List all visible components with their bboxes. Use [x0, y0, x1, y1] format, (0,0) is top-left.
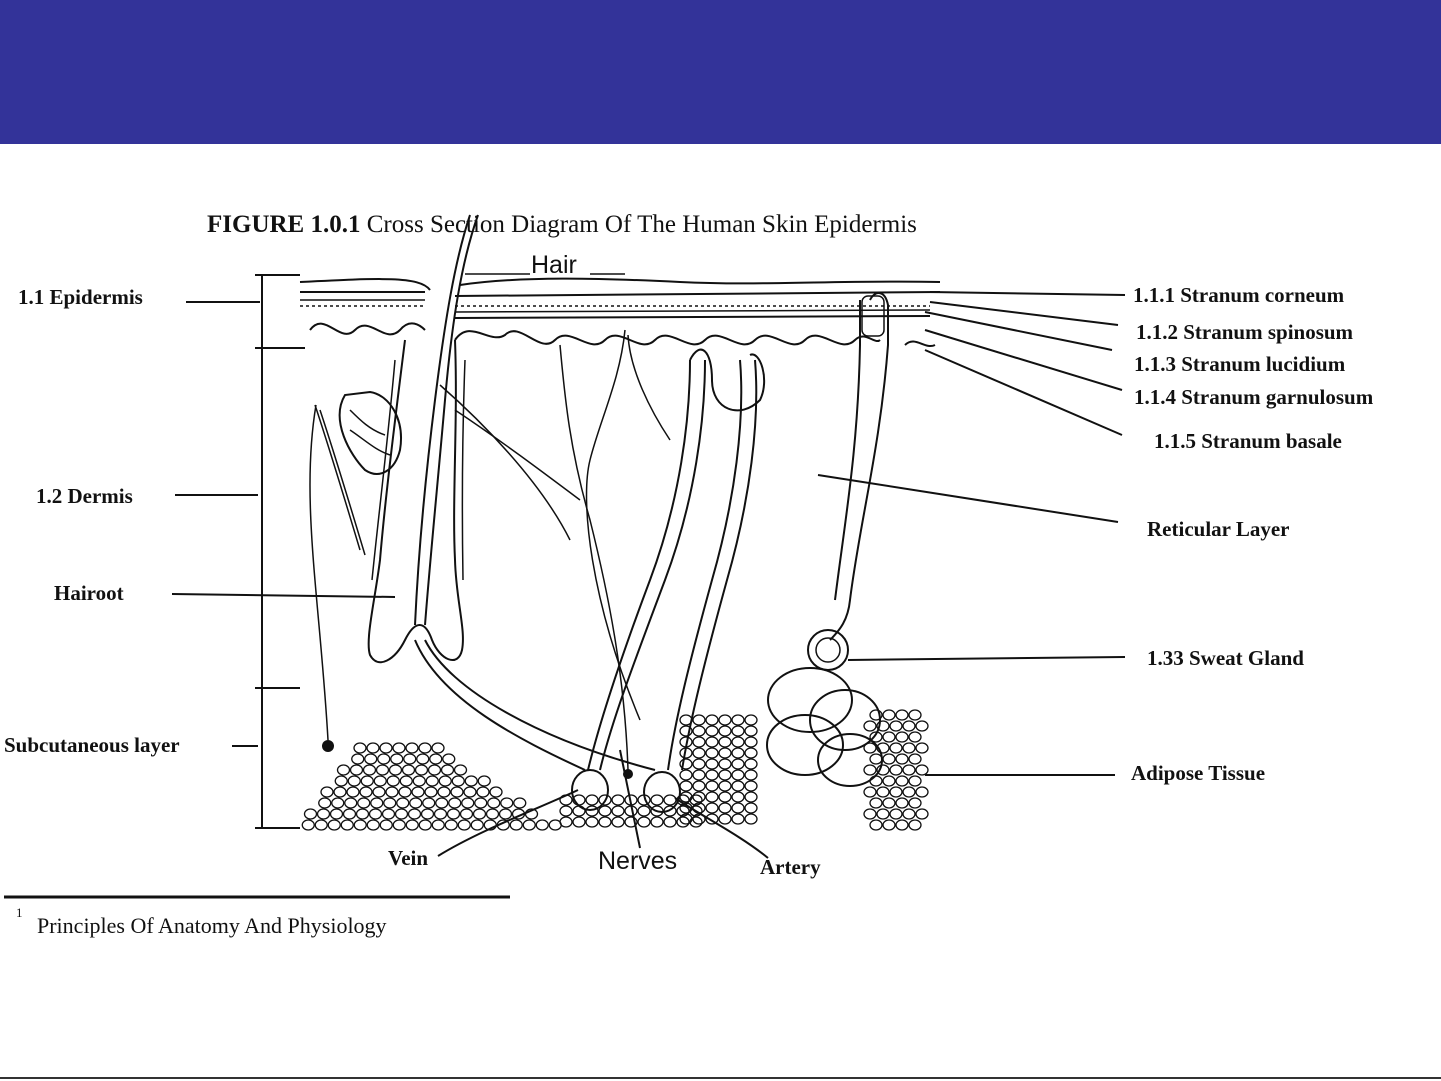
fat-cell	[732, 737, 744, 747]
fat-cell	[651, 795, 663, 805]
fat-cell	[719, 803, 731, 813]
fat-cell	[315, 820, 327, 830]
fat-cell	[745, 770, 757, 780]
footnote-text: Principles Of Anatomy And Physiology	[37, 913, 387, 938]
fat-cell	[896, 710, 908, 720]
fat-cell	[387, 776, 399, 786]
figure-title	[207, 211, 917, 238]
fat-cell	[877, 787, 889, 797]
fat-cell	[391, 754, 403, 764]
fat-cell	[386, 787, 398, 797]
fat-cell	[883, 732, 895, 742]
fat-cell	[335, 776, 347, 786]
layer-bracket	[255, 275, 305, 828]
fat-cell	[909, 710, 921, 720]
fat-cell	[354, 820, 366, 830]
fat-cell	[403, 765, 415, 775]
fat-cell	[396, 809, 408, 819]
fat-cell	[706, 748, 718, 758]
fat-cell	[745, 803, 757, 813]
fat-cell	[393, 820, 405, 830]
fat-cell	[903, 743, 915, 753]
label-dermis: 1.2 Dermis	[36, 484, 133, 508]
fat-cell	[693, 759, 705, 769]
fat-cell	[909, 820, 921, 830]
fat-cell	[358, 798, 370, 808]
fat-cell	[365, 754, 377, 764]
fat-cell	[706, 792, 718, 802]
fat-cell	[896, 798, 908, 808]
fat-cell	[896, 732, 908, 742]
fat-cell	[706, 759, 718, 769]
fat-cell	[903, 721, 915, 731]
fat-cell	[693, 770, 705, 780]
epidermis-layers	[300, 279, 940, 346]
fat-cell	[370, 809, 382, 819]
fat-cell	[510, 820, 522, 830]
fat-cell	[429, 765, 441, 775]
fat-cell	[732, 770, 744, 780]
fat-cell	[586, 795, 598, 805]
fat-cell	[745, 759, 757, 769]
fat-cell	[461, 809, 473, 819]
fat-cell	[877, 809, 889, 819]
fat-cell	[890, 765, 902, 775]
fat-cell	[719, 770, 731, 780]
leader-lines	[172, 274, 1125, 858]
fat-cell	[374, 776, 386, 786]
fat-cell	[706, 715, 718, 725]
fat-cell	[706, 781, 718, 791]
bottom-rule	[0, 1077, 1441, 1079]
fat-cell	[423, 798, 435, 808]
fat-cell	[338, 765, 350, 775]
fat-cell	[341, 820, 353, 830]
fat-cell	[745, 748, 757, 758]
fat-cell	[390, 765, 402, 775]
fat-cell	[680, 759, 692, 769]
label-artery: Artery	[760, 855, 821, 879]
fat-cell	[514, 798, 526, 808]
fat-cell	[361, 776, 373, 786]
fat-cell	[903, 809, 915, 819]
fat-cell	[732, 748, 744, 758]
fat-cell	[719, 759, 731, 769]
fat-cell	[680, 715, 692, 725]
label-stratum-basale: 1.1.5 Stranum basale	[1154, 429, 1342, 453]
label-sweat-gland: 1.33 Sweat Gland	[1147, 646, 1304, 670]
fat-cell	[373, 787, 385, 797]
fat-cell	[302, 820, 314, 830]
fat-cell	[612, 817, 624, 827]
fat-cell	[443, 754, 455, 764]
fat-cell	[377, 765, 389, 775]
adipose-tissue	[302, 710, 928, 830]
fat-cell	[896, 754, 908, 764]
fat-cell	[732, 814, 744, 824]
fat-cell	[354, 743, 366, 753]
fat-cell	[883, 798, 895, 808]
fat-cell	[536, 820, 548, 830]
fat-cell	[745, 792, 757, 802]
fat-cell	[406, 743, 418, 753]
fat-cell	[360, 787, 372, 797]
fat-cell	[903, 787, 915, 797]
fat-cell	[903, 765, 915, 775]
fat-cell	[425, 787, 437, 797]
fat-cell	[477, 787, 489, 797]
fat-cell	[357, 809, 369, 819]
fat-cell	[680, 781, 692, 791]
fat-cell	[586, 806, 598, 816]
fat-cell	[909, 776, 921, 786]
fat-cell	[732, 803, 744, 813]
fat-cell	[432, 743, 444, 753]
fat-cell	[693, 748, 705, 758]
fat-cell	[638, 806, 650, 816]
fat-cell	[909, 754, 921, 764]
fat-cell	[451, 787, 463, 797]
fat-cell	[719, 726, 731, 736]
fat-cell	[344, 809, 356, 819]
footnote-marker: 1	[16, 905, 23, 920]
fat-cell	[883, 754, 895, 764]
fat-cell	[680, 792, 692, 802]
fat-cell	[318, 809, 330, 819]
fat-cell	[413, 776, 425, 786]
fat-cell	[442, 765, 454, 775]
fat-cell	[367, 820, 379, 830]
fat-cell	[416, 765, 428, 775]
fat-cell	[305, 809, 317, 819]
fat-cell	[501, 798, 513, 808]
fat-cell	[367, 743, 379, 753]
fat-cell	[436, 798, 448, 808]
fat-cell	[890, 743, 902, 753]
fat-cell	[560, 817, 572, 827]
fat-cell	[896, 820, 908, 830]
fat-cell	[331, 809, 343, 819]
fat-cell	[393, 743, 405, 753]
fat-cell	[465, 776, 477, 786]
fat-cell	[348, 776, 360, 786]
fat-cell	[449, 798, 461, 808]
fat-cell	[399, 787, 411, 797]
fat-cell	[612, 806, 624, 816]
fat-cell	[870, 798, 882, 808]
fat-cell	[430, 754, 442, 764]
fat-cell	[719, 792, 731, 802]
fat-cell	[371, 798, 383, 808]
label-reticular-layer: Reticular Layer	[1147, 517, 1290, 541]
fat-cell	[471, 820, 483, 830]
fat-cell	[664, 817, 676, 827]
fat-cell	[400, 776, 412, 786]
fat-cell	[916, 721, 928, 731]
fat-cell	[719, 781, 731, 791]
fat-cell	[378, 754, 390, 764]
fat-cell	[909, 798, 921, 808]
fat-cell	[448, 809, 460, 819]
fat-cell	[870, 776, 882, 786]
label-vein: Vein	[388, 846, 429, 870]
label-stratum-lucidium: 1.1.3 Stranum lucidium	[1134, 352, 1346, 376]
fat-cell	[462, 798, 474, 808]
fat-cell	[458, 820, 470, 830]
fat-cell	[612, 795, 624, 805]
fat-cell	[426, 776, 438, 786]
fat-cell	[719, 748, 731, 758]
nerve-ending-dot	[322, 740, 334, 752]
fat-cell	[345, 798, 357, 808]
fat-cell	[383, 809, 395, 819]
fat-cell	[364, 765, 376, 775]
figure-title-text: Cross Section Diagram Of The Human Skin Epidermis	[360, 211, 917, 238]
fat-cell	[896, 776, 908, 786]
fat-cell	[719, 715, 731, 725]
fat-cell	[693, 715, 705, 725]
fat-cell	[412, 787, 424, 797]
fat-cell	[864, 765, 876, 775]
fat-cell	[870, 754, 882, 764]
fat-cell	[488, 798, 500, 808]
fat-cell	[883, 776, 895, 786]
fat-cell	[883, 820, 895, 830]
fat-cell	[573, 806, 585, 816]
fat-cell	[404, 754, 416, 764]
fat-cell	[321, 787, 333, 797]
label-subcutaneous: Subcutaneous layer	[4, 733, 180, 757]
fat-cell	[445, 820, 457, 830]
fat-cell	[706, 770, 718, 780]
fat-cell	[487, 809, 499, 819]
fat-cell	[864, 787, 876, 797]
fat-cell	[883, 710, 895, 720]
fat-cell	[864, 743, 876, 753]
fat-cell	[916, 787, 928, 797]
fat-cell	[706, 726, 718, 736]
fat-cell	[909, 732, 921, 742]
label-stratum-corneum: 1.1.1 Stranum corneum	[1133, 283, 1345, 307]
fat-cell	[406, 820, 418, 830]
fat-cell	[890, 787, 902, 797]
fat-cell	[732, 759, 744, 769]
fat-cell	[890, 721, 902, 731]
fat-cell	[334, 787, 346, 797]
fat-cell	[693, 737, 705, 747]
fat-cell	[573, 817, 585, 827]
fat-cell	[332, 798, 344, 808]
label-epidermis: 1.1 Epidermis	[18, 285, 143, 309]
fat-cell	[732, 715, 744, 725]
fat-cell	[864, 721, 876, 731]
figure-title-number: FIGURE 1.0.1	[207, 211, 361, 238]
fat-cell	[351, 765, 363, 775]
fat-cell	[745, 715, 757, 725]
fat-cell	[651, 817, 663, 827]
fat-cell	[464, 787, 476, 797]
fat-cell	[586, 817, 598, 827]
fat-cell	[732, 792, 744, 802]
fat-cell	[745, 737, 757, 747]
label-hair: Hair	[531, 251, 577, 279]
fat-cell	[417, 754, 429, 764]
fat-cell	[693, 726, 705, 736]
fat-cell	[599, 817, 611, 827]
fat-cell	[693, 781, 705, 791]
fat-cell	[664, 795, 676, 805]
fat-cell	[419, 820, 431, 830]
fat-cell	[435, 809, 447, 819]
fat-cell	[478, 776, 490, 786]
label-stratum-garnulosum: 1.1.4 Stranum garnulosum	[1134, 385, 1374, 409]
fat-cell	[347, 787, 359, 797]
fat-cell	[560, 806, 572, 816]
nerve-fibers	[440, 330, 670, 779]
hair-follicle	[315, 215, 478, 662]
label-adipose-tissue: Adipose Tissue	[1131, 761, 1266, 785]
fat-cell	[474, 809, 486, 819]
fat-cell	[352, 754, 364, 764]
fat-cell	[397, 798, 409, 808]
fat-cell	[384, 798, 396, 808]
fat-cell	[677, 817, 689, 827]
fat-cell	[475, 798, 487, 808]
fat-cell	[680, 770, 692, 780]
fat-cell	[890, 809, 902, 819]
fat-cell	[455, 765, 467, 775]
fat-cell	[870, 820, 882, 830]
fat-cell	[419, 743, 431, 753]
fat-cell	[719, 814, 731, 824]
fat-cell	[732, 781, 744, 791]
fat-cell	[438, 787, 450, 797]
fat-cell	[319, 798, 331, 808]
fat-cell	[638, 817, 650, 827]
fat-cell	[380, 743, 392, 753]
fat-cell	[693, 792, 705, 802]
fat-cell	[916, 809, 928, 819]
fat-cell	[409, 809, 421, 819]
label-stratum-spinosum: 1.1.2 Stranum spinosum	[1136, 320, 1354, 344]
fat-cell	[745, 781, 757, 791]
fat-cell	[864, 809, 876, 819]
fat-cell	[500, 809, 512, 819]
fat-cell	[599, 806, 611, 816]
fat-cell	[745, 814, 757, 824]
fat-cell	[410, 798, 422, 808]
fat-cell	[439, 776, 451, 786]
fat-cell	[490, 787, 502, 797]
fat-cell	[706, 737, 718, 747]
fat-cell	[432, 820, 444, 830]
fat-cell	[745, 726, 757, 736]
fat-cell	[706, 803, 718, 813]
fat-cell	[523, 820, 535, 830]
fat-cell	[916, 743, 928, 753]
fat-cell	[328, 820, 340, 830]
label-nerves: Nerves	[598, 847, 678, 875]
fat-cell	[916, 765, 928, 775]
label-hairoot: Hairoot	[54, 581, 124, 605]
fat-cell	[452, 776, 464, 786]
fat-cell	[719, 737, 731, 747]
fat-cell	[380, 820, 392, 830]
sweat-gland	[767, 293, 888, 786]
fat-cell	[422, 809, 434, 819]
fat-cell	[732, 726, 744, 736]
